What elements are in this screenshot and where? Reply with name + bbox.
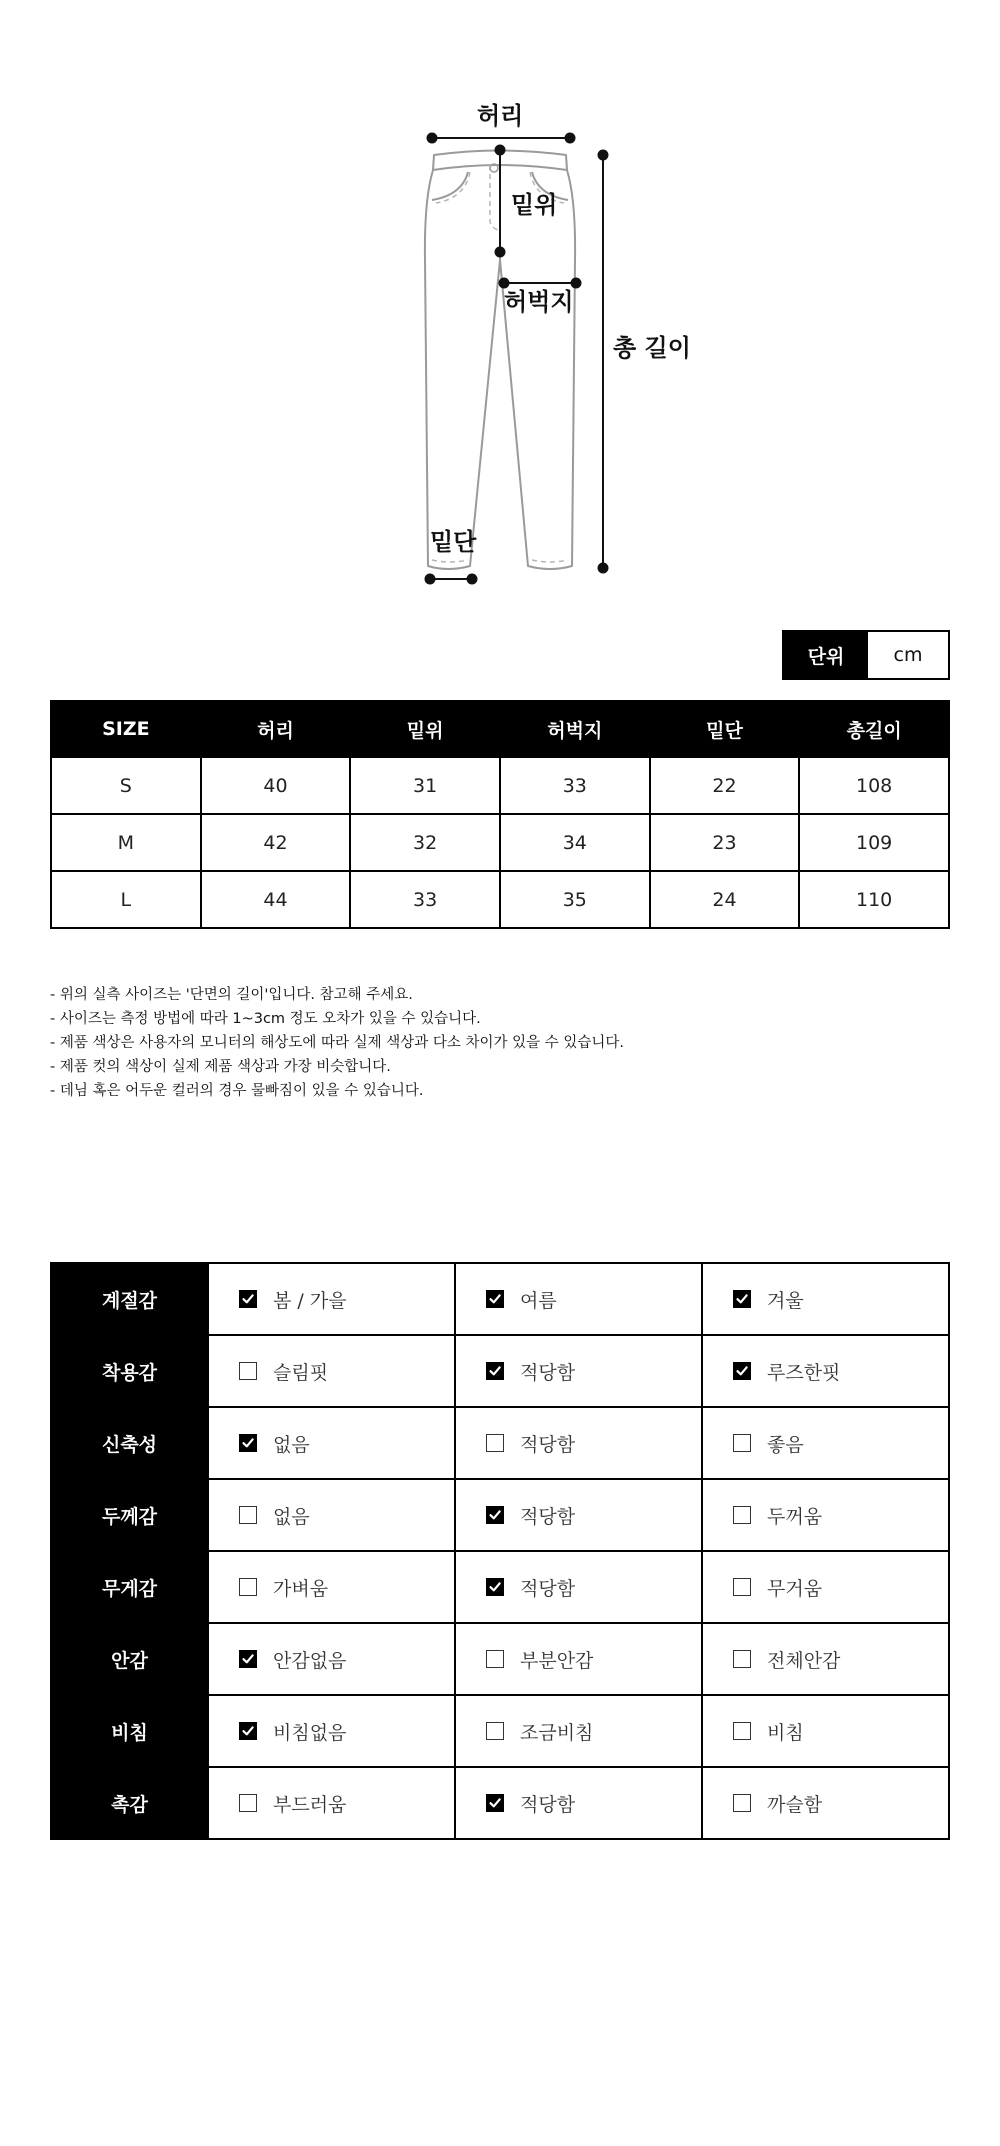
attribute-name: 신축성 bbox=[51, 1407, 208, 1479]
attribute-option-cell bbox=[702, 1263, 949, 1335]
checked-checkbox-icon bbox=[486, 1362, 504, 1380]
attribute-option-cell bbox=[455, 1407, 702, 1479]
attribute-name: 계절감 bbox=[51, 1263, 208, 1335]
unchecked-checkbox-icon bbox=[733, 1650, 751, 1668]
attribute-option-cell bbox=[208, 1695, 455, 1767]
table-cell: 23 bbox=[650, 814, 800, 871]
option-label: 없음 bbox=[273, 1433, 310, 1456]
attribute-option-cell bbox=[455, 1263, 702, 1335]
checked-checkbox-icon bbox=[486, 1578, 504, 1596]
rise-label: 밑위 bbox=[511, 191, 558, 219]
note-line: - 제품 컷의 색상이 실제 제품 색상과 가장 비슷합니다. bbox=[50, 1059, 391, 1075]
table-cell: 44 bbox=[201, 871, 351, 928]
attribute-row bbox=[51, 1479, 949, 1551]
unchecked-checkbox-icon bbox=[733, 1794, 751, 1812]
attribute-option-cell bbox=[702, 1335, 949, 1407]
attribute-option bbox=[456, 1646, 701, 1673]
size-header-cell: SIZE bbox=[51, 701, 201, 757]
option-label: 적당함 bbox=[520, 1505, 576, 1528]
unchecked-checkbox-icon bbox=[733, 1434, 751, 1452]
attribute-option bbox=[703, 1790, 948, 1817]
attribute-option-cell bbox=[702, 1407, 949, 1479]
table-cell: 35 bbox=[500, 871, 650, 928]
size-header-cell: 허벅지 bbox=[500, 701, 650, 757]
unchecked-checkbox-icon bbox=[239, 1506, 257, 1524]
table-cell: 109 bbox=[799, 814, 949, 871]
attribute-option-cell bbox=[208, 1335, 455, 1407]
table-row bbox=[51, 871, 949, 928]
unit-label: 단위 bbox=[784, 632, 868, 678]
attribute-row bbox=[51, 1695, 949, 1767]
note-line: - 제품 색상은 사용자의 모니터의 해상도에 따라 실제 색상과 다소 차이가 있을 수 있습니다. bbox=[50, 1035, 625, 1051]
attribute-option bbox=[703, 1646, 948, 1673]
option-label: 루즈한핏 bbox=[767, 1361, 841, 1384]
attribute-option-cell bbox=[208, 1767, 455, 1839]
attribute-option bbox=[209, 1646, 454, 1673]
attribute-option bbox=[209, 1574, 454, 1601]
attribute-option-cell bbox=[455, 1335, 702, 1407]
attribute-option bbox=[456, 1286, 701, 1313]
attribute-row bbox=[51, 1407, 949, 1479]
table-row bbox=[51, 757, 949, 814]
table-cell: 32 bbox=[350, 814, 500, 871]
attribute-option bbox=[209, 1358, 454, 1385]
unchecked-checkbox-icon bbox=[239, 1362, 257, 1380]
table-cell: 108 bbox=[799, 757, 949, 814]
table-cell: 22 bbox=[650, 757, 800, 814]
attribute-option-cell bbox=[208, 1263, 455, 1335]
note-line: - 사이즈는 측정 방법에 따라 1~3cm 정도 오차가 있을 수 있습니다. bbox=[50, 1011, 481, 1027]
attribute-option-cell bbox=[208, 1551, 455, 1623]
option-label: 슬림핏 bbox=[273, 1361, 329, 1384]
option-label: 적당함 bbox=[520, 1361, 576, 1384]
attribute-option-cell bbox=[208, 1407, 455, 1479]
unchecked-checkbox-icon bbox=[239, 1794, 257, 1812]
unchecked-checkbox-icon bbox=[239, 1578, 257, 1596]
checked-checkbox-icon bbox=[486, 1506, 504, 1524]
attribute-option-cell bbox=[702, 1479, 949, 1551]
attribute-option-cell bbox=[455, 1479, 702, 1551]
table-cell: M bbox=[51, 814, 201, 871]
attribute-name: 안감 bbox=[51, 1623, 208, 1695]
option-label: 부드러움 bbox=[273, 1793, 347, 1816]
table-row bbox=[51, 814, 949, 871]
size-notes bbox=[50, 983, 950, 1103]
attribute-option-cell bbox=[702, 1551, 949, 1623]
option-label: 부분안감 bbox=[520, 1649, 594, 1672]
option-label: 여름 bbox=[520, 1289, 557, 1312]
attribute-name: 두께감 bbox=[51, 1479, 208, 1551]
checked-checkbox-icon bbox=[239, 1434, 257, 1452]
attribute-row bbox=[51, 1767, 949, 1839]
attribute-option bbox=[456, 1574, 701, 1601]
attribute-option-cell bbox=[455, 1551, 702, 1623]
attribute-name: 촉감 bbox=[51, 1767, 208, 1839]
table-cell: S bbox=[51, 757, 201, 814]
attribute-option bbox=[456, 1358, 701, 1385]
checked-checkbox-icon bbox=[733, 1290, 751, 1308]
option-label: 없음 bbox=[273, 1505, 310, 1528]
option-label: 적당함 bbox=[520, 1577, 576, 1600]
unchecked-checkbox-icon bbox=[733, 1722, 751, 1740]
unit-value: cm bbox=[893, 644, 923, 666]
waist-label: 허리 bbox=[477, 102, 524, 130]
table-cell: 40 bbox=[201, 757, 351, 814]
attribute-row bbox=[51, 1623, 949, 1695]
hem-label: 밑단 bbox=[430, 528, 477, 556]
attribute-option bbox=[456, 1790, 701, 1817]
option-label: 봄 / 가을 bbox=[273, 1289, 347, 1312]
unchecked-checkbox-icon bbox=[486, 1650, 504, 1668]
unchecked-checkbox-icon bbox=[486, 1722, 504, 1740]
thigh-label: 허벅지 bbox=[504, 288, 574, 316]
size-header-cell: 총길이 bbox=[799, 701, 949, 757]
attribute-option bbox=[456, 1430, 701, 1457]
attribute-option bbox=[209, 1502, 454, 1529]
attribute-option bbox=[703, 1358, 948, 1385]
option-label: 좋음 bbox=[767, 1433, 804, 1456]
attribute-option-cell bbox=[208, 1623, 455, 1695]
attribute-option bbox=[209, 1718, 454, 1745]
option-label: 안감없음 bbox=[273, 1649, 347, 1672]
option-label: 조금비침 bbox=[520, 1721, 594, 1744]
option-label: 전체안감 bbox=[767, 1649, 841, 1672]
attribute-option bbox=[703, 1574, 948, 1601]
table-cell: 34 bbox=[500, 814, 650, 871]
option-label: 무거움 bbox=[767, 1577, 823, 1600]
attribute-option-cell bbox=[702, 1767, 949, 1839]
checked-checkbox-icon bbox=[239, 1722, 257, 1740]
unchecked-checkbox-icon bbox=[486, 1434, 504, 1452]
attribute-name: 무게감 bbox=[51, 1551, 208, 1623]
attribute-option-cell bbox=[455, 1767, 702, 1839]
unit-indicator bbox=[782, 630, 950, 680]
option-label: 적당함 bbox=[520, 1433, 576, 1456]
attribute-option bbox=[209, 1286, 454, 1313]
note-line: - 위의 실측 사이즈는 '단면의 길이'입니다. 참고해 주세요. bbox=[50, 987, 413, 1003]
table-cell: 33 bbox=[500, 757, 650, 814]
table-cell: 31 bbox=[350, 757, 500, 814]
attribute-name: 비침 bbox=[51, 1695, 208, 1767]
product-attribute-table bbox=[50, 1262, 950, 1840]
attribute-option bbox=[209, 1790, 454, 1817]
attribute-option-cell bbox=[702, 1623, 949, 1695]
attribute-option bbox=[703, 1718, 948, 1745]
checked-checkbox-icon bbox=[486, 1290, 504, 1308]
pants-illustration bbox=[0, 0, 1000, 600]
option-label: 두꺼움 bbox=[767, 1505, 823, 1528]
attribute-row bbox=[51, 1335, 949, 1407]
checked-checkbox-icon bbox=[239, 1650, 257, 1668]
attribute-option-cell bbox=[455, 1695, 702, 1767]
table-cell: 110 bbox=[799, 871, 949, 928]
checked-checkbox-icon bbox=[486, 1794, 504, 1812]
attribute-option-cell bbox=[702, 1695, 949, 1767]
unchecked-checkbox-icon bbox=[733, 1578, 751, 1596]
attribute-name: 착용감 bbox=[51, 1335, 208, 1407]
attribute-row bbox=[51, 1551, 949, 1623]
attribute-option-cell bbox=[455, 1623, 702, 1695]
option-label: 비침없음 bbox=[273, 1721, 347, 1744]
table-cell: 42 bbox=[201, 814, 351, 871]
option-label: 비침 bbox=[767, 1721, 804, 1744]
size-table bbox=[50, 700, 950, 929]
total-length-label: 총 길이 bbox=[613, 334, 691, 362]
table-cell: L bbox=[51, 871, 201, 928]
pants-measurement-diagram bbox=[0, 0, 1000, 600]
attribute-option bbox=[456, 1502, 701, 1529]
table-cell: 24 bbox=[650, 871, 800, 928]
attribute-option bbox=[456, 1718, 701, 1745]
attribute-option bbox=[209, 1430, 454, 1457]
size-table-header-row bbox=[51, 701, 949, 757]
attribute-option-cell bbox=[208, 1479, 455, 1551]
attribute-option bbox=[703, 1502, 948, 1529]
attribute-option bbox=[703, 1430, 948, 1457]
note-line: - 데님 혹은 어두운 컬러의 경우 물빠짐이 있을 수 있습니다. bbox=[50, 1083, 424, 1099]
size-header-cell: 밑단 bbox=[650, 701, 800, 757]
attribute-row bbox=[51, 1263, 949, 1335]
option-label: 까슬함 bbox=[767, 1793, 823, 1816]
checked-checkbox-icon bbox=[733, 1362, 751, 1380]
option-label: 적당함 bbox=[520, 1793, 576, 1816]
checked-checkbox-icon bbox=[239, 1290, 257, 1308]
size-header-cell: 밑위 bbox=[350, 701, 500, 757]
size-header-cell: 허리 bbox=[201, 701, 351, 757]
option-label: 가벼움 bbox=[273, 1577, 329, 1600]
attribute-option bbox=[703, 1286, 948, 1313]
option-label: 겨울 bbox=[767, 1289, 804, 1312]
unchecked-checkbox-icon bbox=[733, 1506, 751, 1524]
table-cell: 33 bbox=[350, 871, 500, 928]
